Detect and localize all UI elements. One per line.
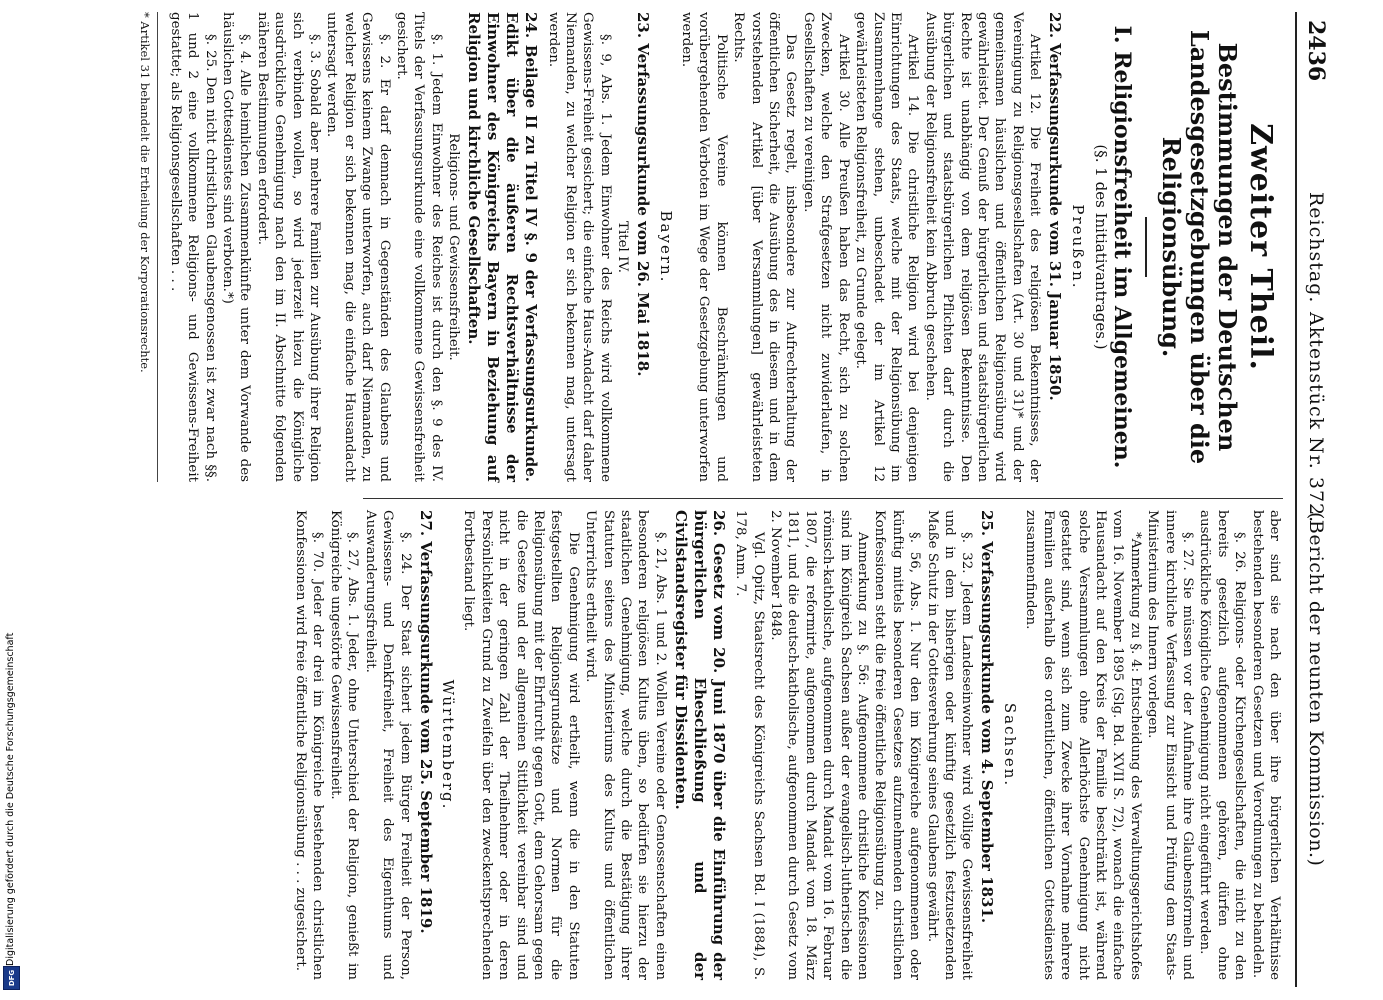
page-header [1291,12,1331,987]
paragraph: Artikel 14. Die christliche Religion wird bei denjenigen Einrichtungen des Staats, welche mit der Religionsübung im Zusammenhange stehen, unbeschadet der im Artikel 12 gewährleisteten Religionsfreiheit, zu Grunde gelegt. [853,12,921,482]
country-bavaria: Bayern. [656,210,675,284]
paragraph: §. 9, Abs. 1. Jedem Einwohner des Reichs wird vollkommene Gewissens-Freiheit gesichert; die einfache Haus-Andacht darf daher Niemanden, zu welcher Religion er sich bekennen mag, untersagt werden. [545,12,613,482]
paragraph: Anmerkung zu §. 56: Aufgenommene christliche Konfessionen sind im Königreich Sachsen außer der evangelisch-lutherischen die römisch-katholische, aufgenommen durch Mandat vom 16. Februar 1807, die reformirte, aufgenommen durch Mandat vom 18. März 1811, und die deutsch-katholische, aufgenommen durch Gesetz vom 2. November 1848. [768,510,871,980]
paragraph: Die Genehmigung wird ertheilt, wenn die in den Statuten festgestellten Religionsgrundsätze und Normen für die Religionsübung mit der Ehrfurcht gegen Gott, dem Gehorsam gegen die Gesetze und der allgemeinen Sittlichkeit vereinbar sind und nicht in der geringen Zahl der Theilnehmer oder in deren Persönlichkeiten Grund zu Zweifeln über den zweckentsprechenden Fortbestand liegt. [461,510,581,980]
heading-24: 24. Beilage II zu Titel IV §. 9 der Verfassungsurkunde. Edikt über die äußeren Rechtsverhältnisse der Einwohner des Königreichs Bayern in Beziehung auf Religion und kirchliche Gesellschaften. [465,12,541,482]
country-wurttemberg: Württemberg. [438,679,457,811]
heading-22: 22. Verfassungsurkunde vom 31. Januar 1850. [1046,12,1065,401]
heading-25: 25. Verfassungsurkunde vom 4. September 1831. [978,510,997,924]
paragraph: §. 25. Den nicht christlichen Glaubensgenossen ist zwar nach §§. 1 und 2 eine vollkommene Religions- und Gewissens-Freiheit gestattet; als Religionsgesellschaften . . . [167,12,218,482]
main-subtitle: Bestimmungen der Deutschen Landesgesetzgebungen über die Religionsübung. [1157,29,1242,465]
paragraph: §. 3. Sobald aber mehrere Familien zur Ausübung ihrer Religion sich verbinden wollen, so wird jederzeit hiezu die Königliche ausdrückliche Genehmigung nach den im II. Abschnitte folgenden näheren Bestimmungen erfordert. [254,12,322,482]
paragraph: §. 21, Abs. 1 und 2. Wollen Vereine oder Genossenschaften einen besonderen religiösen Kultus üben, so bedürfen sie hierzu der staatlichen Genehmigung, welche durch die Bestätigung ihrer Statuten seitens des Ministeriums des Kultus und öffentlichen Unterrichts ertheilt wird. [583,510,668,980]
paragraph: §. 27. Sie müssen vor der Aufnahme ihre Glaubensformeln und innere kirchliche Verfassung zur Einsicht und Prüfung dem Staats-Ministerium des Innern vorlegen. [1145,510,1195,980]
section-title: I. Religionsfreiheit im Allgemeinen. [1109,25,1135,469]
dfg-logo [3,966,20,990]
paragraph: §. 56, Abs. 1. Nur den im Königreiche aufgenommenen oder künftig mittels besonderen Gesetzes aufzunehmenden christlichen Konfessionen steht die freie öffentliche Religionsübung zu. [872,510,923,980]
paragraph: §. 1. Jedem Einwohner des Reiches ist durch den §. 9 des IV. Titels der Verfassungsurkunde eine vollkommene Gewissensfreiheit gesichert. [394,12,444,482]
heading-23: 23. Verfassungsurkunde vom 26. Mai 1818. [634,12,653,377]
header-commission: (Bericht der neunten Kommission.) [1305,512,1327,867]
column-divider [363,498,1283,499]
digitization-credit: Digitalisierung gefördert durch die Deutsche Forschungsgemeinschaft [5,632,16,966]
heading-26: 26. Gesetz vom 20. Juni 1870 über die Einführung der bürgerlichen Eheschließung und der Civilstandsregister für Dissidenten. [671,510,728,980]
paragraph: Vgl. Opitz, Staatsrecht des Königreichs Sachsen Bd. I (1884), S. 178, Anm. 7. [733,510,766,980]
left-column [136,12,1283,482]
country-saxony: Sachsen. [1000,702,1019,788]
subheading: Religions- und Gewissensfreiheit. [446,133,462,361]
header-source: Reichstag. [1305,192,1327,304]
paragraph: §. 24. Der Staat sichert jedem Bürger Freiheit der Person, Gewissens- und Denkfreiheit, Freiheit des Eigenthums und Auswanderungsfreiheit. [362,510,413,980]
section-subtitle: (§. 1 des Initiativantrages.) [1092,144,1110,350]
title-divider [1145,217,1147,277]
footnote: * Artikel 31 behandelt die Ertheilung der Korporationsrechte. [136,12,158,482]
paragraph: Politische Vereine können Beschränkungen und vorübergehenden Verboten im Wege der Gesetzgebung unterworfen werden. [679,12,729,482]
paragraph: §. 26. Religions- oder Kirchengesellschaften, die nicht zu den bereits gesetzlich aufgenommenen gehören, dürfen ohne ausdrückliche Königliche Genehmigung nicht eingeführt werden. [1197,510,1248,980]
paragraph: Das Gesetz regelt, insbesondere zur Aufrechterhaltung der öffentlichen Sicherheit, die Ausübung des in diesem und in dem vorstehenden Artikel [über Versammlungen] gewährleisteten Rechts. [731,12,799,482]
heading-27: 27. Verfassungsurkunde vom 25. September 1819. [416,510,435,934]
paragraph: aber sind sie nach den über ihre bürgerlichen Verhältnisse bestehenden besonderen Gesetzen und Verordnungen zu behandeln. [1249,510,1282,980]
title-label: Titel IV. [615,221,631,273]
paragraph: §. 2. Er darf demnach in Gegenständen des Glaubens und Gewissens keinem Zwange unterworfen, auch darf Niemanden, zu welcher Religion er sich bekennen mag, die einfache Hausandacht untersagt werden. [324,12,392,482]
rotated-page-content [41,12,1331,987]
paragraph: §. 32. Jedem Landeseinwohner wird völlige Gewissensfreiheit und in dem bisherigen oder künftig gesetzlich festzusetzenden Maße Schutz in der Gottesverehrung seines Glaubens gewährt. [924,510,975,980]
main-title: Zweiter Theil. [1243,123,1278,371]
header-document: Aktenstück Nr. 372. [1305,312,1327,524]
paragraph: Artikel 30. Alle Preußen haben das Recht, sich zu solchen Zwecken, welche den Strafgesetzen nicht zuwiderlaufen, in Gesellschaften zu vereinigen. [800,12,851,482]
paragraph: §. 4. Alle heimlichen Zusammenkünfte unter dem Vorwande des häuslichen Gottesdienstes sind verboten.*) [219,12,253,482]
paragraph: *Anmerkung zu §. 4: Entscheidung des Verwaltungsgerichtshofes vom 16. November 1895 (Slg. Bd. XVII S. 72), wonach die einfache Hausandacht auf den Kreis der Familie beschränkt ist, während solche Versammlungen ohne Allerhöchste Genehmigung nicht gestattet sind, wenn sich zum Zwecke ihrer Vornahme mehrere Familien außerhalb des ordentlichen, öffentlichen Gottesdienstes zusammenfinden. [1023,510,1143,980]
header-rule [1295,12,1297,987]
right-column [292,510,1283,980]
page-number: 2436 [1303,20,1329,82]
paragraph: §. 27, Abs. 1. Jeder, ohne Unterschied der Religion, genießt im Königreiche ungestörte Gewissensfreiheit. [327,510,361,980]
digitization-credit-bar [3,600,19,990]
dfg-logo-text: DFG [8,969,16,987]
paragraph: §. 70. Jeder der drei im Königreiche bestehenden christlichen Konfessionen wird freie öffentliche Religionsübung . . . zugesichert. [293,510,326,980]
paragraph: Artikel 12. Die Freiheit des religiösen Bekenntnisses, der Vereinigung zu Religionsgesellschaften (Art. 30 und 31)* und der gemeinsamen häuslichen und öffentlichen Religionsübung wird gewährleistet. Der Genuß der bürgerlichen und staatsbürgerlichen Rechte ist unabhängig von dem religiösen Bekenntnisse. Den bürgerlichen und staatsbürgerlichen Pflichten darf durch die Ausübung der Religionsfreiheit kein Abbruch geschehen. [922,12,1043,482]
country-prussia: Preußen. [1068,204,1087,290]
